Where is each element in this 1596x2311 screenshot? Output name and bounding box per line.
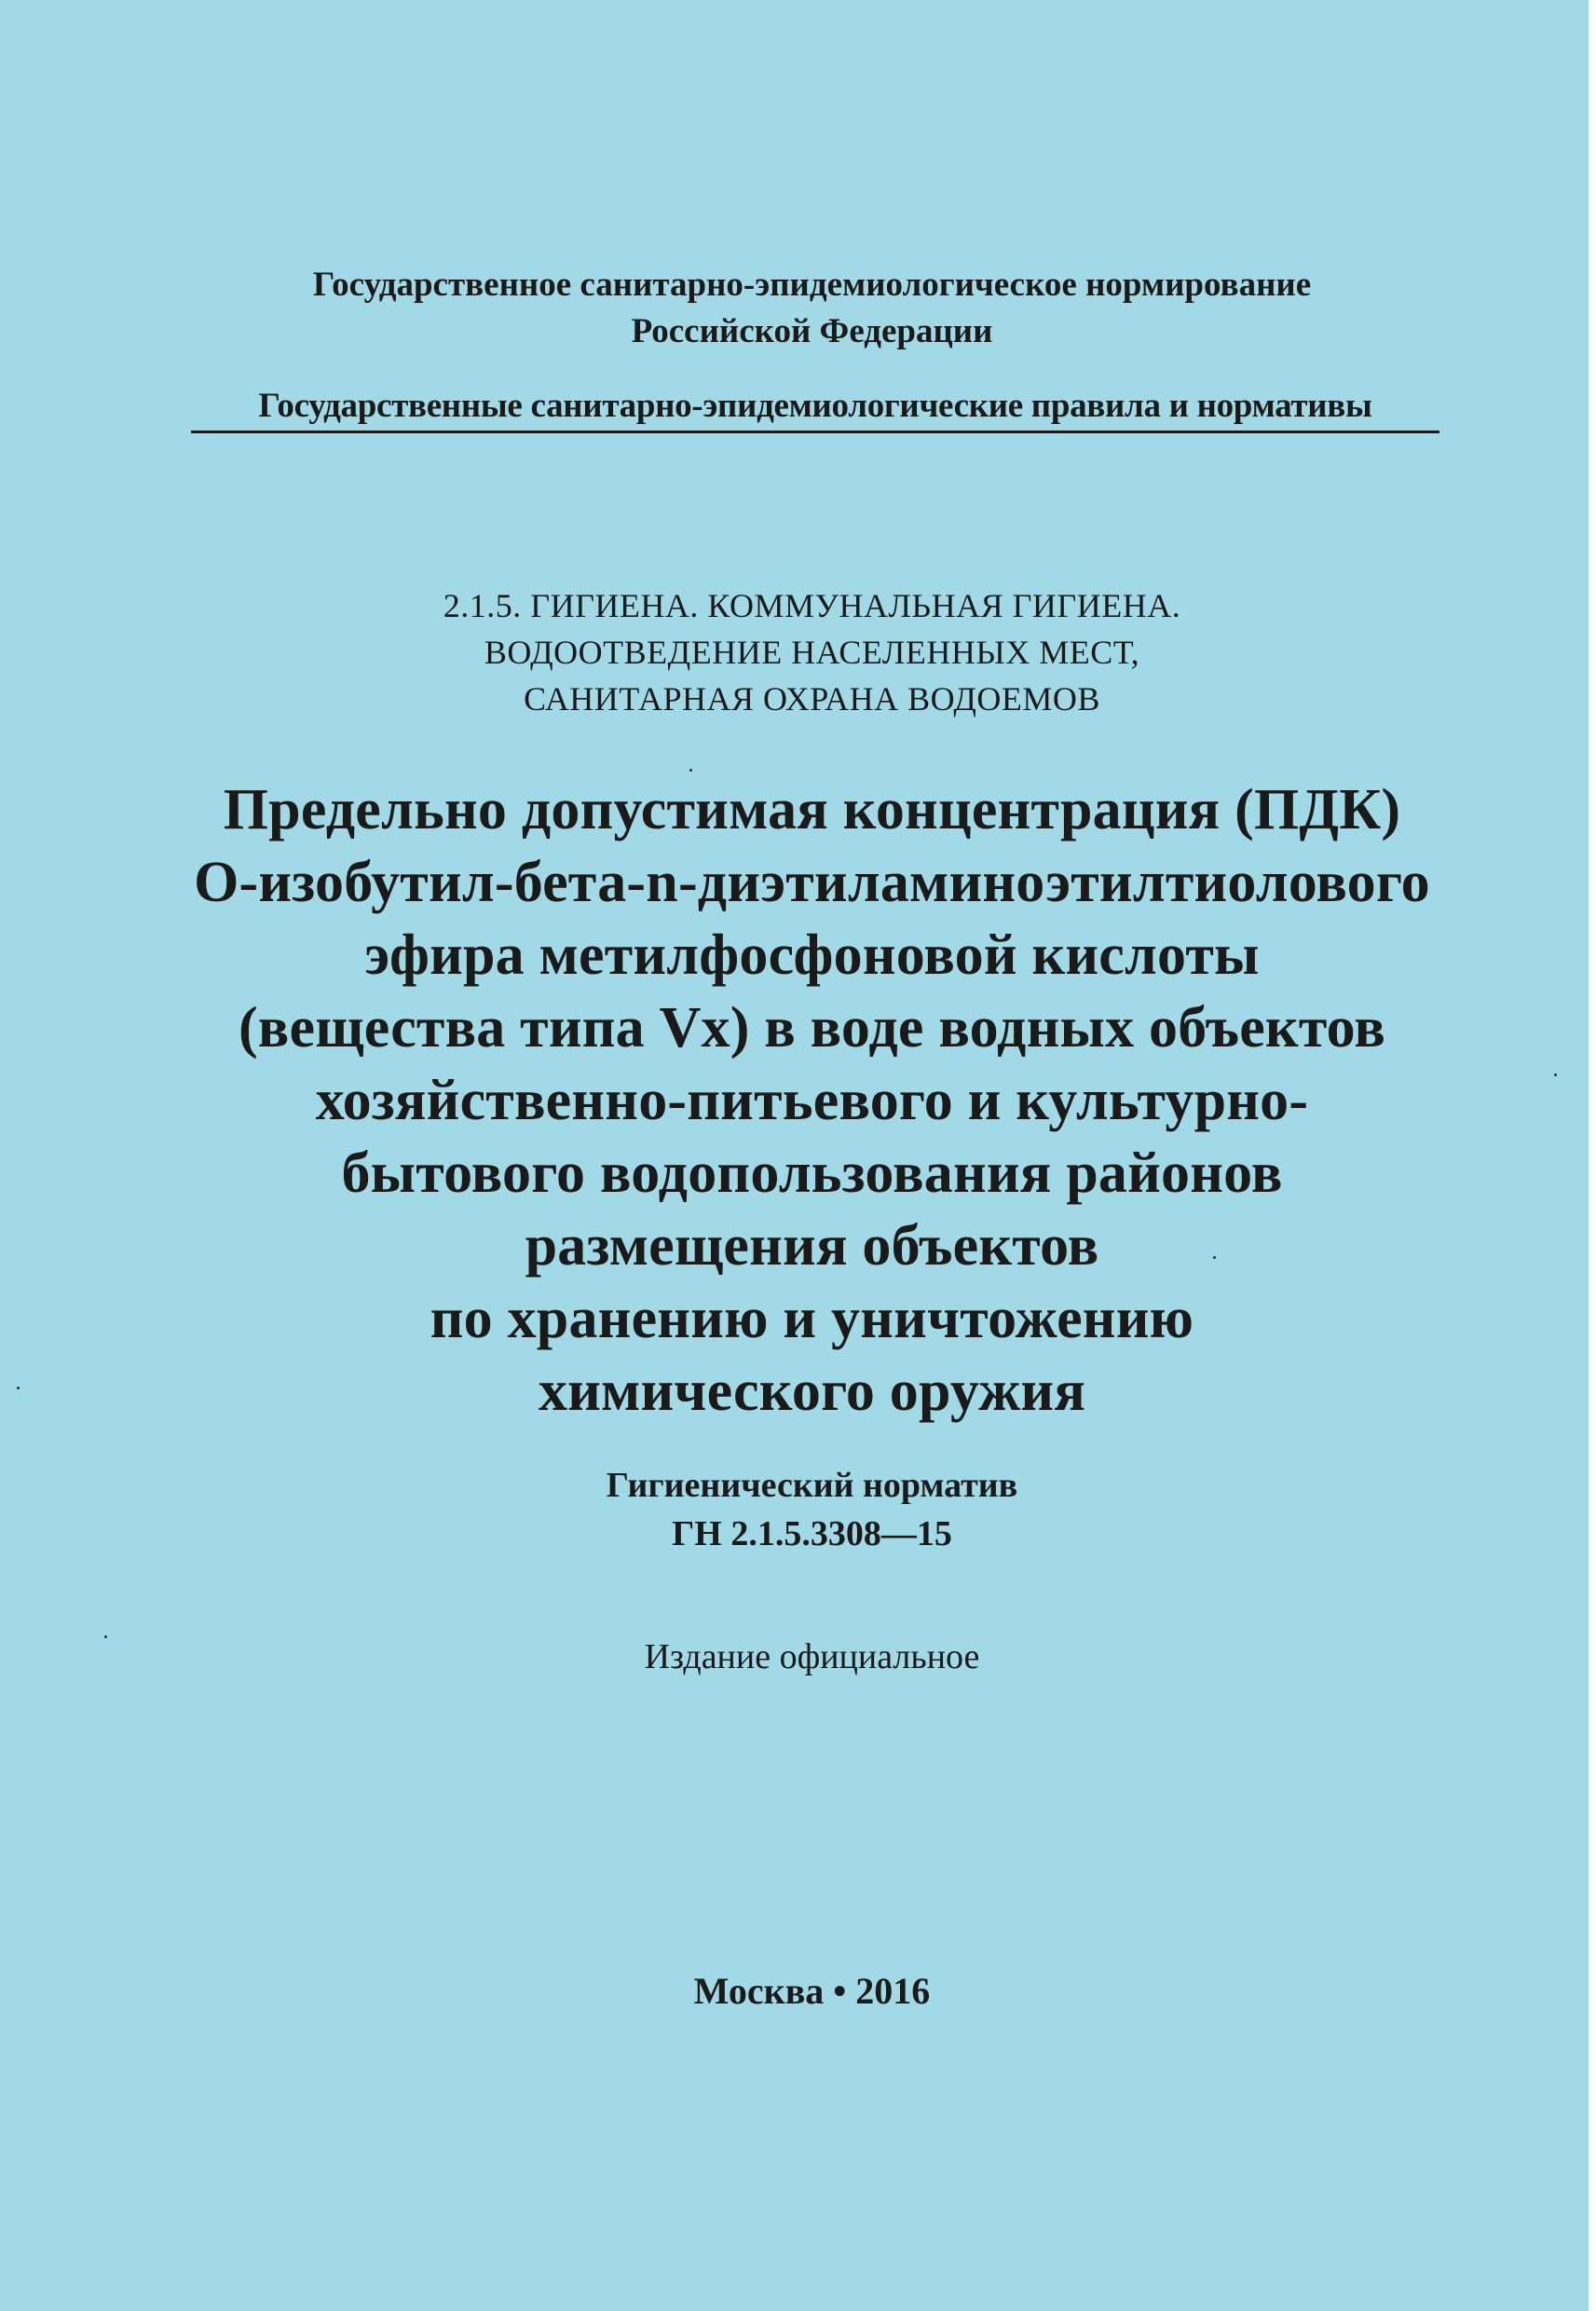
header-organization-line1: Государственное санитарно-эпидемиологическое нормирование — [312, 266, 1312, 304]
scan-speck — [1554, 1073, 1557, 1076]
section-heading-line2: ВОДООТВЕДЕНИЕ НАСЕЛЕННЫХ МЕСТ, — [484, 634, 1140, 671]
section-heading-line1: 2.1.5. ГИГИЕНА. КОММУНАЛЬНАЯ ГИГИЕНА. — [443, 587, 1181, 624]
document-title-line8: по хранению и уничтожению — [430, 1287, 1194, 1350]
norm-code: ГН 2.1.5.3308—15 — [672, 1514, 952, 1553]
section-heading-line3: САНИТАРНАЯ ОХРАНА ВОДОЕМОВ — [524, 680, 1100, 718]
scan-speck — [17, 1387, 20, 1389]
header-rules-series: Государственные санитарно-эпидемиологические правила и нормативы — [258, 387, 1372, 425]
header-organization-line2: Российской Федерации — [631, 312, 993, 350]
scan-speck — [689, 769, 692, 772]
document-title-line1: Предельно допустимая концентрация (ПДК) — [223, 778, 1401, 841]
document-title-line9: химического оружия — [538, 1360, 1086, 1423]
document-title-line2: О-изобутил-бета-n-диэтиламиноэтилтиолового — [194, 851, 1430, 914]
document-title-line6: бытового водопользования районов — [341, 1142, 1283, 1205]
document-title-line5: хозяйственно-питьевого и культурно- — [315, 1069, 1309, 1132]
publication-imprint: Москва • 2016 — [693, 1970, 931, 2012]
document-title-line7: размещения объектов — [525, 1214, 1099, 1278]
document-title-line4: (вещества типа Vx) в воде водных объектов — [238, 996, 1386, 1060]
edition-label: Издание официальное — [644, 1637, 980, 1676]
header-underline-divider — [191, 431, 1439, 433]
scan-speck — [1213, 1256, 1216, 1259]
scan-speck — [104, 1635, 107, 1638]
document-title-line3: эфира метилфосфоновой кислоты — [364, 923, 1260, 987]
norm-type-label: Гигиенический норматив — [606, 1466, 1018, 1505]
